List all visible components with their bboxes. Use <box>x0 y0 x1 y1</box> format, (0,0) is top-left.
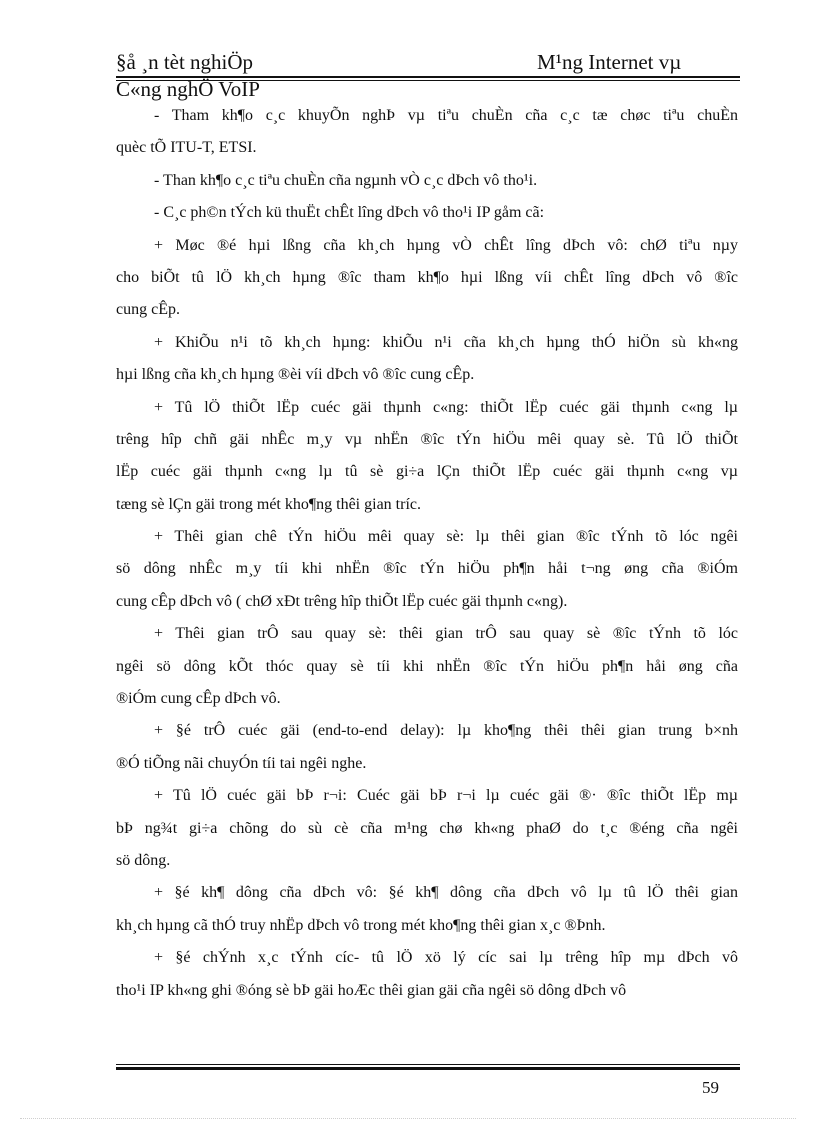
header-right-title: M¹ng Internet vµ <box>537 50 682 74</box>
footer-rule-thin <box>116 1064 740 1065</box>
text-line: tæng sè lÇn gäi trong mét kho¶ng thêi gian tríc. <box>116 495 421 513</box>
text-line: + Tû lÖ cuéc gäi bÞ r¬i: Cuéc gäi bÞ r¬i lµ cuéc gäi ®· ®îc thiÕt lËp mµ <box>154 787 738 805</box>
paragraph <box>116 521 738 618</box>
body-text <box>116 100 738 1007</box>
text-line: - Than kh¶o c¸c tiªu chuÈn cña ngµnh vÒ c¸c dÞch vô tho¹i. <box>154 171 538 189</box>
text-line: cung cÊp dÞch vô ( chØ xÐt trêng hîp thiÕt lËp cuéc gäi thµnh c«ng). <box>116 592 568 610</box>
paragraph <box>116 197 738 229</box>
paragraph <box>116 942 738 1007</box>
text-line: + Møc ®é hµi lßng cña kh¸ch hµng vÒ chÊt lîng dÞch vô: chØ tiªu nµy <box>154 236 738 254</box>
text-line: - C¸c ph©n tÝch kü thuËt chÊt lîng dÞch vô tho¹i IP gåm cã: <box>154 204 545 222</box>
paragraph <box>116 392 738 522</box>
page-number: 59 <box>702 1078 719 1097</box>
paragraph <box>116 780 738 877</box>
text-line: + Thêi gian trÔ sau quay sè: thêi gian trÔ sau quay sè ®îc tÝnh tõ lóc <box>154 625 738 643</box>
text-line: - Tham kh¶o c¸c khuyÕn nghÞ vµ tiªu chuÈn cña c¸c tæ chøc tiªu chuÈn <box>154 107 738 124</box>
text-line: sö dông. <box>116 851 171 869</box>
text-line: cung cÊp. <box>116 301 180 319</box>
text-line: + Thêi gian chê tÝn hiÖu mêi quay sè: lµ thêi gian ®îc tÝnh tõ lóc ngêi <box>154 528 738 546</box>
paragraph <box>116 165 738 197</box>
page-edge-dotted-line <box>20 1118 796 1119</box>
text-line: hµi lßng cña kh¸ch hµng ®èi víi dÞch vô ®îc cung cÊp. <box>116 366 475 384</box>
text-line: + §é chÝnh x¸c tÝnh cíc- tû lÖ xö lý cíc sai lµ trêng hîp mµ dÞch vô <box>154 949 738 967</box>
paragraph <box>116 327 738 392</box>
paragraph <box>116 715 738 780</box>
text-line: lËp cuéc gäi thµnh c«ng lµ tû sè gi÷a lÇn thiÕt lËp cuéc gäi thµnh c«ng vµ <box>116 463 738 481</box>
text-line: cho biÕt tû lÖ kh¸ch hµng ®îc tham kh¶o hµi lßng víi chÊt lîng dÞch vô ®îc <box>116 268 738 286</box>
footer-rule <box>116 1067 740 1070</box>
text-line: + §é kh¶ dông cña dÞch vô: §é kh¶ dông cña dÞch vô lµ tû lÖ thêi gian <box>154 884 738 902</box>
text-line: bÞ ng¾t gi÷a chõng do sù cè cña m¹ng chø kh«ng phaØ do t¸c ®éng cña ngêi <box>116 819 738 837</box>
paragraph <box>116 618 738 715</box>
text-line: tho¹i IP kh«ng ghi ®óng sè bÞ gäi hoÆc thêi gian gäi cña ngêi sö dông dÞch vô <box>116 981 627 999</box>
paragraph <box>116 230 738 327</box>
paragraph <box>116 877 738 942</box>
text-line: sö dông nhÊc m¸y tíi khi nhËn ®îc tÝn hiÖu ph¶n håi t¬ng øng cña ®iÓm <box>116 560 738 578</box>
text-line: trêng hîp chñ gäi nhÊc m¸y vµ nhËn ®îc tÝn hiÖu mêi quay sè. Tû lÖ thiÕt <box>116 430 738 448</box>
header-left-title: §å ¸n tèt nghiÖp <box>116 50 254 74</box>
text-line: + KhiÕu n¹i tõ kh¸ch hµng: khiÕu n¹i cña kh¸ch hµng thÓ hiÖn sù kh«ng <box>154 333 738 351</box>
text-line: ®iÓm cung cÊp dÞch vô. <box>116 690 281 708</box>
text-line: ®Ó tiÕng nãi chuyÓn tíi tai ngêi nghe. <box>116 754 367 772</box>
header-subtitle: C«ng nghÖ VoIP <box>116 77 260 101</box>
paragraph <box>116 100 738 165</box>
text-line: + Tû lÖ thiÕt lËp cuéc gäi thµnh c«ng: thiÕt lËp cuéc gäi thµnh c«ng lµ <box>154 398 738 416</box>
text-line: ngêi sö dông kÕt thóc quay sè tíi khi nhËn ®îc tÝn hiÖu ph¶n håi øng cña <box>116 657 738 675</box>
text-line: kh¸ch hµng cã thÓ truy nhËp dÞch vô trong mét kho¶ng thêi gian x¸c ®Þnh. <box>116 916 606 934</box>
text-line: quèc tÕ ITU-T, ETSI. <box>116 139 257 157</box>
text-line: + §é trÔ cuéc gäi (end-to-end delay): lµ kho¶ng thêi thêi gian trung b×nh <box>154 722 738 740</box>
